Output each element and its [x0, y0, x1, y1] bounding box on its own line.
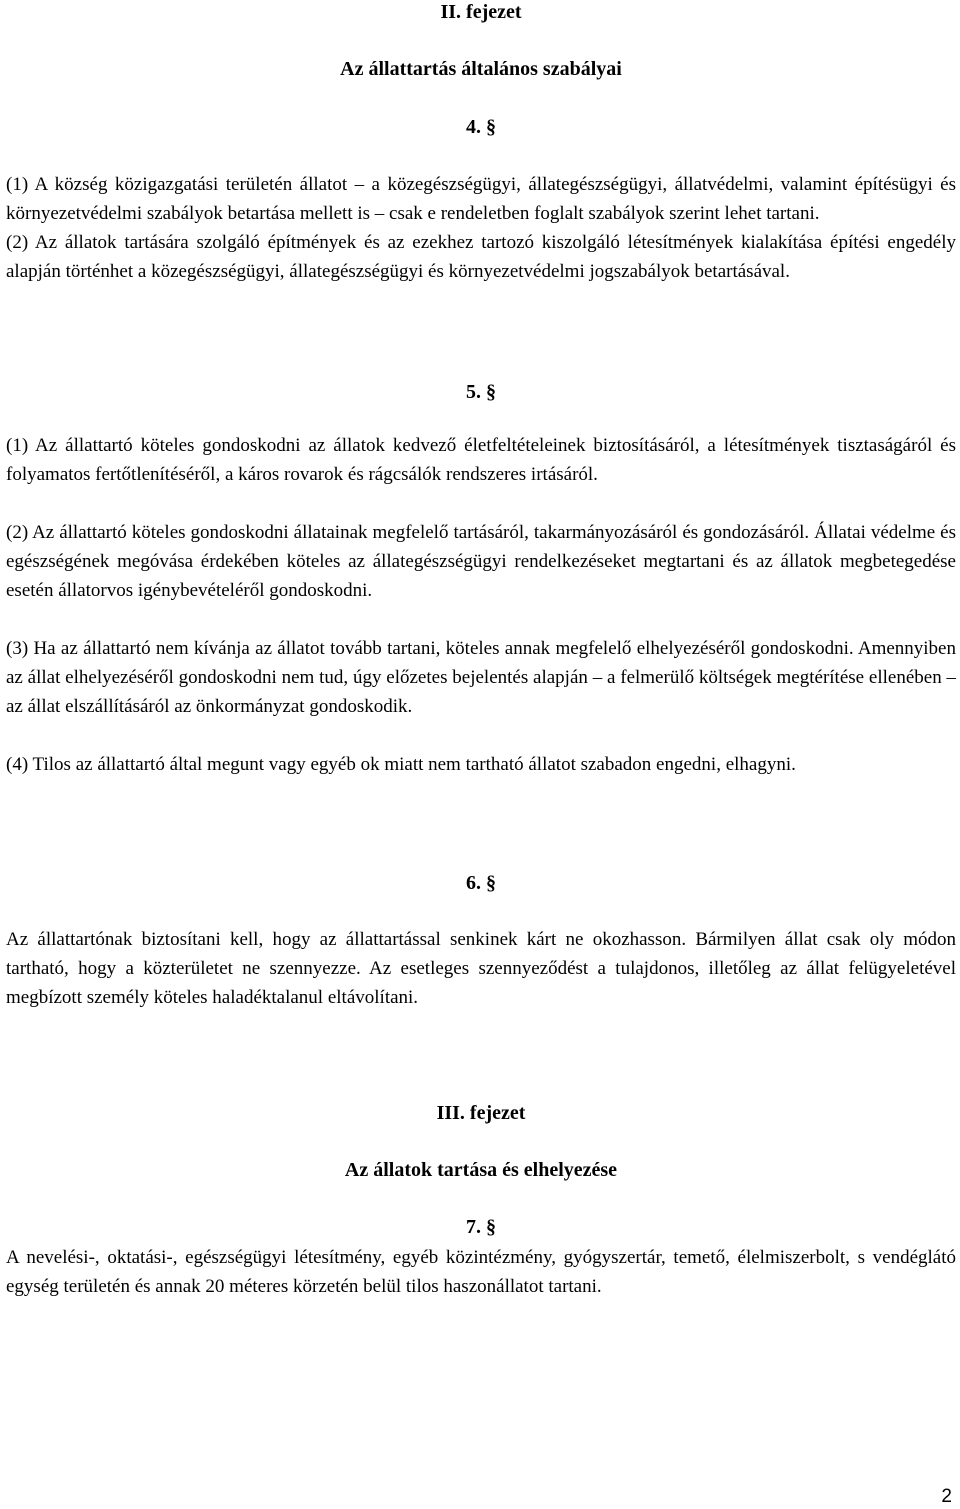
- section-heading-7: 7. §: [466, 1216, 496, 1238]
- section-5-paragraph-1: (1) Az állattartó köteles gondoskodni az állatok kedvező életfeltételeinek biztosításáról, a létesítmények tisztaságáról és folyamatos fertőtlenítéséről, a káros rovarok és rágcsálók rendszeres irtásáról.: [6, 435, 956, 485]
- section-4-paragraph-1: (1) A község közigazgatási területén állatot – a közegészségügyi, állategészségügyi, állatvédelmi, valamint építésügyi és környezetvédelmi szabályok betartása mellett is – csak e rendeletben foglalt szabályok szerint lehet tartani.: [6, 174, 956, 224]
- section-4-paragraph-2: (2) Az állatok tartására szolgáló építmények és az ezekhez tartozó kiszolgáló létesítmények kialakítása építési engedély alapján történhet a közegészségügyi, állategészségügyi és környezetvédelmi jogszabályok betartásával.: [6, 232, 956, 282]
- chapter-subtitle: Az állattartás általános szabályai: [340, 58, 622, 80]
- section-6-paragraph-1: Az állattartónak biztosítani kell, hogy az állattartással senkinek kárt ne okozhasson. Bármilyen állat csak oly módon tartható, hogy a közterületet ne szennyezze. Az esetleges szennyeződést a tulajdonos, illetőleg az állat felügyeletével megbízott személy köteles haladéktalanul eltávolítani.: [6, 929, 956, 1008]
- section-7-paragraph-1: A nevelési-, oktatási-, egészségügyi létesítmény, egyéb közintézmény, gyógyszertár, temető, élelmiszerbolt, s vendéglátó egység területén és annak 20 méteres körzetén belül tilos haszonállatot tartani.: [6, 1247, 956, 1297]
- chapter-title: II. fejezet: [440, 1, 522, 23]
- page-number: 2: [941, 1486, 952, 1507]
- section-5-paragraph-3: (3) Ha az állattartó nem kívánja az állatot tovább tartani, köteles annak megfelelő elhelyezéséről gondoskodni. Amennyiben az állat elhelyezéséről gondoskodni nem tud, úgy előzetes bejelentés alapján – a felmerülő költségek megtérítése ellenében – az állat elszállításáról az önkormányzat gondoskodik.: [6, 638, 956, 717]
- chapter-3-title: III. fejezet: [436, 1102, 526, 1124]
- chapter-3-subtitle: Az állatok tartása és elhelyezése: [344, 1159, 618, 1181]
- section-heading-4: 4. §: [466, 116, 496, 138]
- section-heading-5: 5. §: [466, 381, 496, 403]
- section-heading-6: 6. §: [466, 872, 496, 894]
- section-5-paragraph-4: (4) Tilos az állattartó által megunt vagy egyéb ok miatt nem tartható állatot szabadon engedni, elhagyni.: [6, 754, 796, 775]
- section-5-paragraph-2: (2) Az állattartó köteles gondoskodni állatainak megfelelő tartásáról, takarmányozásáról és gondozásáról. Állatai védelme és egészségének megóvása érdekében köteles az állategészségügyi rendelkezéseket megtartani és az állatok megbetegedése esetén állatorvos igénybevételéről gondoskodni.: [6, 522, 956, 601]
